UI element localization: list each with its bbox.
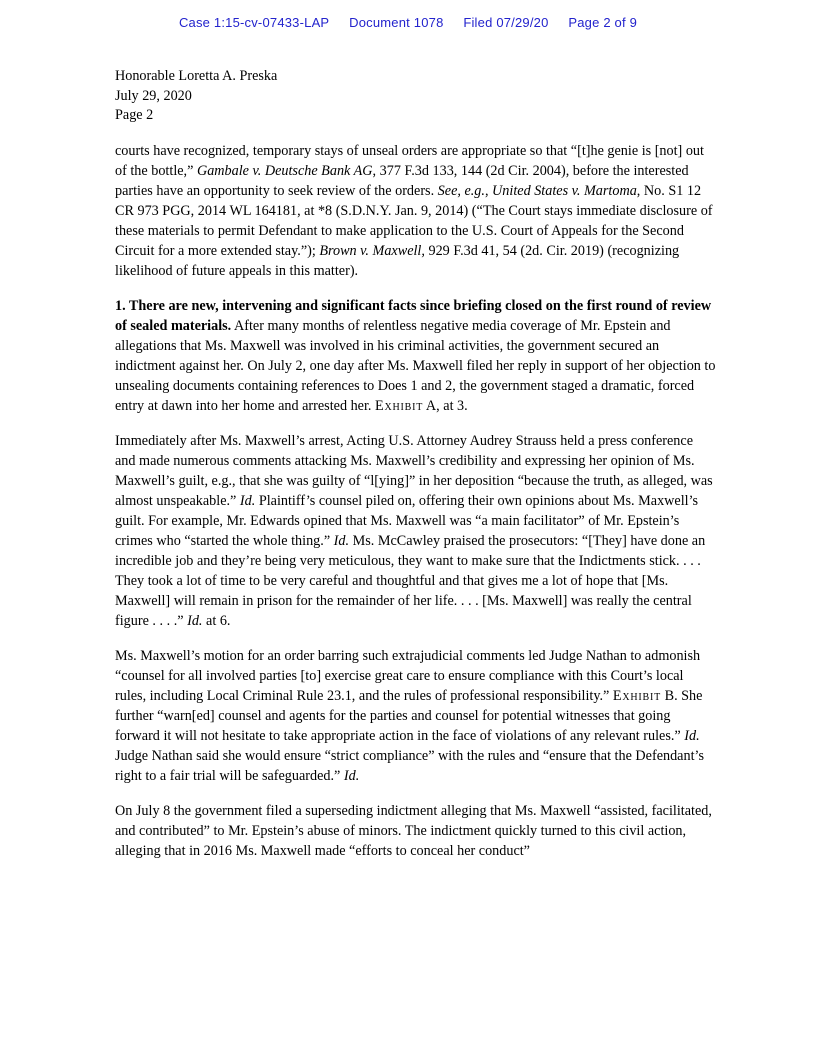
text-run: On July 8 the government filed a superseding indictment alleging that Ms. Maxwell “assisted, facilitated, and contributed” to Mr. Epstein’s abuse of minors. The indictment quickly turned to this civil action, alleging that in 2016 Ms. Maxwell made “efforts to conceal her conduct” (115, 803, 712, 859)
text-run: 1. There are new, intervening and significant facts since briefing closed on the first round of review of sealed materials. (115, 298, 712, 334)
text-run: Exhibit (612, 688, 662, 704)
text-run: Id. (333, 533, 350, 549)
text-run: Ms. McCawley praised the prosecutors: “[They] have done an incredible job and they’re being very meticulous, they want to make sure that the Indictments stick. . . . They took a lot of time to be very careful and thoughtful and that gives me a lot of hope that [Ms. Maxwell] will remain in prison for the remainder of her life. . . . [Ms. Maxwell] was really the central figure . . . .” (115, 533, 706, 629)
text-run: B. She further “warn[ed] counsel and agents for the parties and counsel for potential witnesses that going forward it will not hesitate to take appropriate action in the face of violations of any relevant rules.” (115, 688, 703, 744)
filed-date: Filed 07/29/20 (463, 15, 549, 30)
text-run: Judge Nathan said she would ensure “strict compliance” with the rules and “ensure that the Defendant’s right to a fair trial will be safeguarded.” (115, 748, 704, 784)
letter-page-number: Page 2 (115, 107, 154, 123)
letter-date: July 29, 2020 (115, 87, 192, 104)
text-run: Immediately after Ms. Maxwell’s arrest, Acting U.S. Attorney Audrey Strauss held a press conference and made numerous comments attacking Ms. Maxwell’s credibility and expressing her opinion of Ms. Maxwell’s guilt, e.g., that she was guilty of “l[ying]” in her deposition “because the truth, as alleged, was almost unspeakable.” (115, 433, 713, 509)
text-run: Id. (343, 768, 360, 784)
case-number: Case 1:15-cv-07433-LAP (178, 15, 330, 30)
paragraph-3 (115, 431, 716, 631)
paragraph-1 (115, 141, 716, 281)
text-run: Brown v. Maxwell, (319, 243, 425, 259)
text-run: United States v. Martoma (492, 183, 637, 199)
text-run: , No. S1 12 CR 973 PGG, 2014 WL 164181, at *8 (S.D.N.Y. Jan. 9, 2014) (“The Court stays immediate disclosure of these materials to permit Defendant to make application to the U.S. Court of Appeals for the Second Circuit for a more extended stay.”); (115, 183, 713, 259)
text-run: , (484, 183, 493, 199)
text-run: Exhibit (375, 398, 424, 414)
text-run: See, e.g. (437, 183, 485, 199)
text-run: at 6. (202, 613, 231, 629)
text-run: , 377 F.3d 133, 144 (2d Cir. 2004), before the interested parties have an opportunity to seek review of the orders. (115, 163, 689, 199)
page-indicator: Page 2 of 9 (568, 15, 638, 30)
document-number: Document 1078 (349, 15, 444, 30)
text-run: Id. (684, 728, 700, 744)
body-paragraphs (115, 141, 716, 876)
text-run: courts have recognized, temporary stays of unseal orders are appropriate so that “[t]he genie is [not] out of the bottle,” (115, 143, 704, 179)
text-run: Id. (239, 493, 256, 509)
text-run: 929 F.3d 41, 54 (2d. Cir. 2019) (recognizing likelihood of future appeals in this matter). (115, 243, 680, 279)
text-run: After many months of relentless negative media coverage of Mr. Epstein and allegations that Ms. Maxwell was involved in his criminal activities, the government secured an indictment against her. On July 2, one day after Ms. Maxwell filed her reply in support of her objection to unsealing documents containing references to Does 1 and 2, the government staged a dramatic, forced entry at dawn into her home and arrested her. (115, 318, 716, 414)
recipient-name: Honorable Loretta A. Preska (115, 68, 278, 84)
text-run: Gambale v. Deutsche Bank AG (196, 163, 373, 179)
ecf-header-stamp (0, 15, 816, 30)
paragraph-2 (115, 296, 716, 416)
text-run: Id. (187, 613, 203, 629)
text-run: A, at 3. (423, 398, 468, 414)
address-block (115, 67, 277, 126)
text-run: Plaintiff’s counsel piled on, offering their own opinions about Ms. Maxwell’s guilt. For example, Mr. Edwards opined that Ms. Maxwell was “a main facilitator” of Mr. Epstein’s crimes who “started the whole thing.” (115, 493, 699, 549)
paragraph-4 (115, 646, 716, 786)
text-run: Ms. Maxwell’s motion for an order barring such extrajudicial comments led Judge Nathan to admonish “counsel for all involved parties [to] exercise great care to ensure compliance with this Court’s local rules, including Local Criminal Rule 23.1, and the rules of professional responsibility.” (115, 648, 701, 704)
paragraph-5 (115, 801, 716, 861)
